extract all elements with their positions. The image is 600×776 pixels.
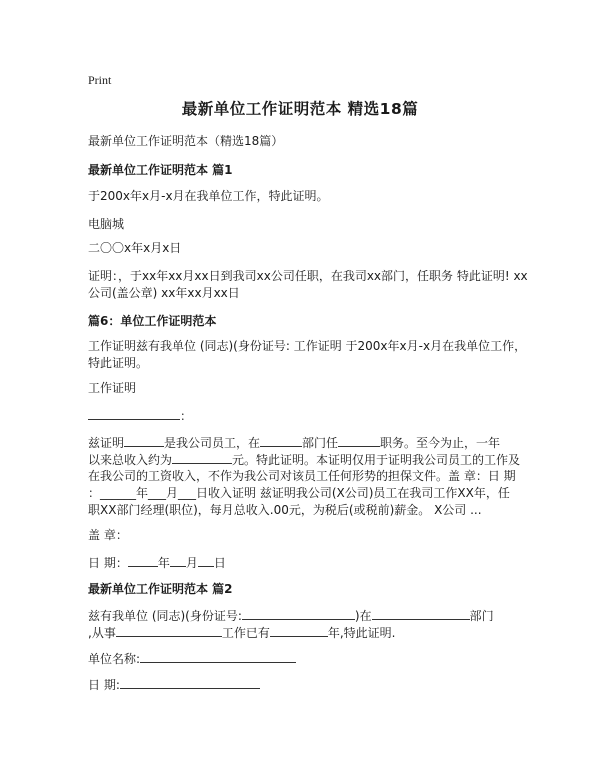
section1-paragraph-2: 电脑城 bbox=[88, 217, 125, 231]
blank-underline bbox=[338, 434, 380, 447]
blank-underline bbox=[128, 554, 158, 567]
certificate-line-5: 职XX部门经理(职位)，每月总收入.00元，为税后(或税前)薪金。 X公司 ... bbox=[88, 503, 482, 517]
section6-paragraph-2: 工作证明 bbox=[88, 381, 137, 395]
blank-underline bbox=[116, 624, 222, 637]
section1-paragraph-4-line-1: 证明：，于xx年xx月xx日到我司xx公司任职，在我司xx部门，任职务 特此证明! xx bbox=[88, 269, 528, 283]
section6-paragraph-1-line-2: 特此证明。 bbox=[88, 356, 149, 370]
section6-blank-line bbox=[88, 407, 192, 425]
section6-paragraph-1-line-1: 工作证明兹有我单位 (同志)(身份证号: 工作证明 于200x年x月-x月在我单位工作， bbox=[88, 339, 527, 353]
colon: ： bbox=[180, 409, 193, 423]
section1-paragraph-4-line-2: 公司(盖公章) xx年xx月xx日 bbox=[88, 286, 240, 300]
unit-name-line: 单位名称: bbox=[88, 650, 296, 668]
blank-underline bbox=[88, 407, 180, 420]
blank-underline bbox=[140, 650, 296, 663]
print-link[interactable]: Print bbox=[88, 73, 112, 87]
certificate-line-3: 在我公司的工资收入，不作为我公司对该员工任何形势的担保文件。盖 章：日 期 bbox=[88, 469, 516, 483]
section1-date: 二〇〇x年x月x日 bbox=[88, 241, 182, 255]
blank-underline bbox=[270, 624, 328, 637]
section2-line-2: ,从事 工作已有 年,特此证明. bbox=[88, 626, 396, 640]
blank-underline bbox=[120, 676, 260, 689]
seal-label: 盖 章： bbox=[88, 528, 128, 542]
blank-underline bbox=[372, 607, 470, 620]
blank-underline bbox=[260, 434, 302, 447]
blank-underline bbox=[124, 434, 164, 447]
date-line: 日 期： 年 月 日 bbox=[88, 556, 226, 570]
blank-underline bbox=[198, 554, 214, 567]
section1-paragraph-1: 于200x年x月-x月在我单位工作，特此证明。 bbox=[88, 189, 329, 203]
certificate-line-1: 兹证明 是我公司员工，在 部门任 职务。至今为止，一年 bbox=[88, 436, 501, 450]
document-subtitle: 最新单位工作证明范本（精选18篇） bbox=[88, 134, 284, 148]
blank-underline bbox=[170, 554, 186, 567]
section-heading-1: 最新单位工作证明范本 篇1 bbox=[88, 163, 233, 177]
section2-date-line: 日 期: bbox=[88, 676, 260, 694]
blank-underline bbox=[242, 607, 355, 620]
document-title: 最新单位工作证明范本 精选18篇 bbox=[181, 100, 419, 118]
section-heading-2: 最新单位工作证明范本 篇2 bbox=[88, 582, 233, 596]
section-heading-6: 篇6：单位工作证明范本 bbox=[88, 314, 217, 328]
blank-underline bbox=[172, 451, 232, 464]
certificate-line-2: 以来总收入约为 元。特此证明。本证明仅用于证明我公司员工的工作及 bbox=[88, 453, 521, 467]
certificate-line-4: ：______年___月___日收入证明 兹证明我公司(X公司)员工在我司工作XX年，任 bbox=[88, 486, 510, 500]
section2-line-1: 兹有我单位 (同志)(身份证号: )在 部门 bbox=[88, 609, 494, 623]
